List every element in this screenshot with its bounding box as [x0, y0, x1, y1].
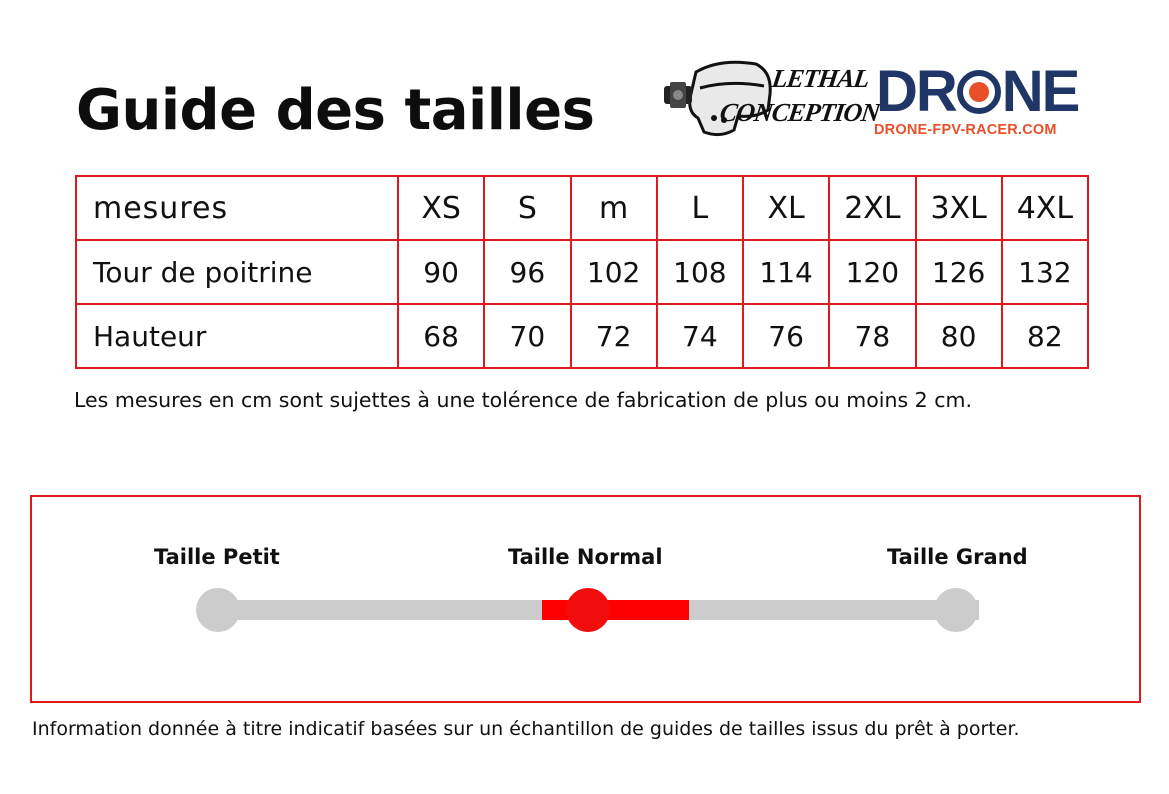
table-cell: 68: [398, 304, 484, 368]
table-cell: 132: [1002, 240, 1088, 304]
table-cell: 102: [571, 240, 657, 304]
table-cell: 114: [743, 240, 829, 304]
info-note: Information donnée à titre indicatif basées sur un échantillon de guides de tailles issus du prêt à porter.: [32, 718, 1020, 740]
size-header: XL: [743, 176, 829, 240]
tolerance-note: Les mesures en cm sont sujettes à une tolérence de fabrication de plus ou moins 2 cm.: [74, 388, 972, 412]
table-cell: 72: [571, 304, 657, 368]
table-cell: 82: [1002, 304, 1088, 368]
header-label: mesures: [76, 176, 398, 240]
table-cell: 74: [657, 304, 743, 368]
scale-dot-normal: [566, 588, 610, 632]
table-cell: 126: [916, 240, 1002, 304]
table-row: [76, 304, 1088, 368]
size-header: 4XL: [1002, 176, 1088, 240]
scale-dot-small: [196, 588, 240, 632]
scale-label-normal: Taille Normal: [508, 545, 663, 569]
table-cell: 78: [829, 304, 915, 368]
table-cell: 90: [398, 240, 484, 304]
logo-url: DRONE-FPV-RACER.COM: [874, 122, 1057, 138]
scale-active-segment: [542, 600, 689, 620]
row-label: Tour de poitrine: [76, 240, 398, 304]
scale-label-small: Taille Petit: [154, 545, 280, 569]
table-row: [76, 240, 1088, 304]
row-label: Hauteur: [76, 304, 398, 368]
page-title: Guide des tailles: [76, 78, 595, 143]
table-cell: 70: [484, 304, 570, 368]
logo-text-drone: [876, 59, 1079, 124]
logo-drone-part1: DR: [876, 59, 956, 124]
logo-drone-part2: NE: [1001, 59, 1079, 124]
size-header: S: [484, 176, 570, 240]
size-table: [75, 175, 1089, 369]
size-header: 3XL: [916, 176, 1002, 240]
table-cell: 108: [657, 240, 743, 304]
scale-dot-large: [934, 588, 978, 632]
size-header: XS: [398, 176, 484, 240]
logo-o-icon: [957, 70, 1001, 114]
table-cell: 80: [916, 304, 1002, 368]
logo-text-conception: CONCEPTION: [718, 98, 882, 127]
size-header: L: [657, 176, 743, 240]
fit-scale: [30, 495, 1141, 703]
brand-logo: [660, 58, 1100, 148]
scale-label-large: Taille Grand: [887, 545, 1028, 569]
table-cell: 76: [743, 304, 829, 368]
table-header-row: [76, 176, 1088, 240]
size-header: 2XL: [829, 176, 915, 240]
size-header: m: [571, 176, 657, 240]
logo-text-lethal: LETHAL: [770, 64, 871, 93]
table-cell: 120: [829, 240, 915, 304]
table-cell: 96: [484, 240, 570, 304]
